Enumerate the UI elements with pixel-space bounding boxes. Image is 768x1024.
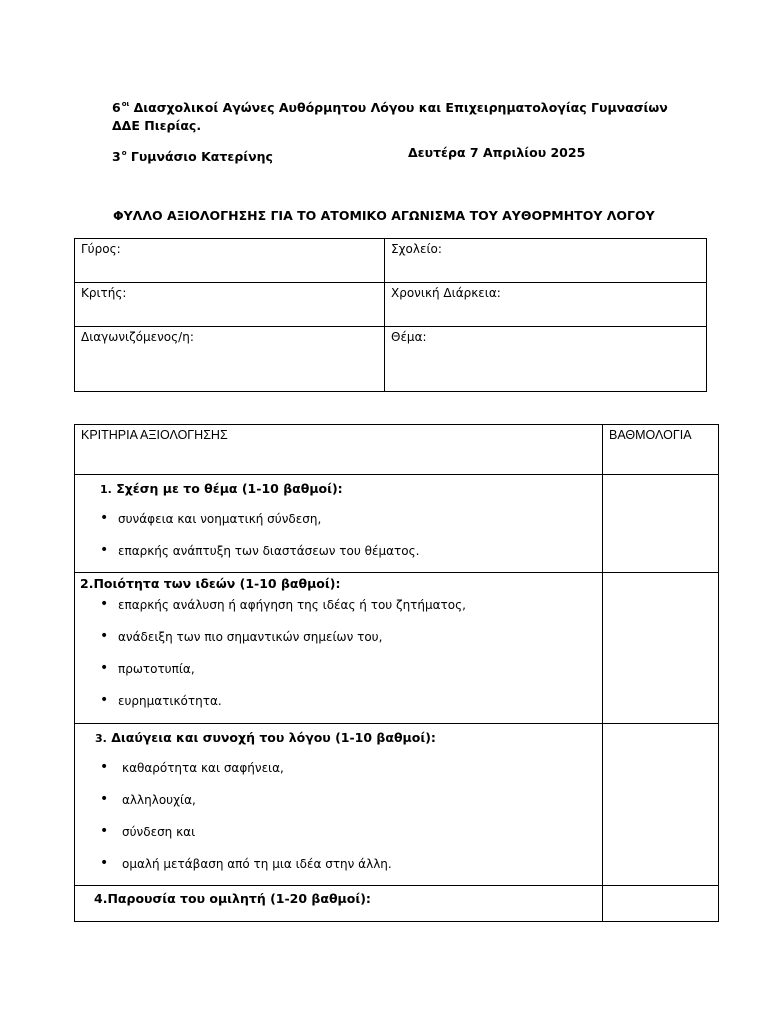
criterion-number: 4. bbox=[94, 891, 108, 906]
list-item bbox=[75, 658, 602, 690]
criterion-number: 3. bbox=[95, 732, 107, 745]
list-item bbox=[75, 690, 602, 722]
bullet-icon: • bbox=[100, 759, 109, 775]
bullet-icon: • bbox=[100, 510, 109, 526]
criterion-title-text: Διαύγεια και συνοχή του λόγου (1-10 βαθμοί): bbox=[106, 730, 436, 745]
info-table bbox=[74, 238, 707, 392]
criterion-number: 2. bbox=[80, 576, 94, 591]
school-ordinal: 3 bbox=[112, 149, 121, 164]
event-title bbox=[112, 95, 672, 135]
criterion-point: επαρκής ανάλυση ή αφήγηση της ιδέας ή του ζητήματος, bbox=[118, 598, 466, 612]
criteria-table bbox=[74, 424, 719, 922]
judge-label: Κριτής: bbox=[81, 286, 127, 300]
criterion-title-text: Ποιότητα των ιδεών (1-10 βαθμοί): bbox=[93, 576, 341, 591]
list-item bbox=[75, 757, 602, 789]
topic-label: Θέμα: bbox=[391, 330, 427, 344]
duration-field[interactable] bbox=[385, 283, 707, 327]
judge-field[interactable] bbox=[75, 283, 385, 327]
event-ordinal: 6 bbox=[112, 100, 121, 115]
round-field[interactable] bbox=[75, 239, 385, 283]
criterion-point: αλληλουχία, bbox=[122, 793, 196, 807]
list-item bbox=[75, 626, 602, 658]
criterion-point: επαρκής ανάπτυξη των διαστάσεων του θέματος. bbox=[118, 544, 420, 558]
criterion-1 bbox=[75, 475, 603, 573]
criteria-header: ΚΡΙΤΗΡΙΑ ΑΞΙΟΛΟΓΗΣΗΣ bbox=[75, 425, 603, 475]
score-header: ΒΑΘΜΟΛΟΓΙΑ bbox=[603, 425, 719, 475]
bullet-icon: • bbox=[100, 823, 109, 839]
round-label: Γύρος: bbox=[81, 242, 121, 256]
score-cell-2[interactable] bbox=[603, 573, 719, 724]
list-item bbox=[75, 821, 602, 853]
contestant-label: Διαγωνιζόμενος/η: bbox=[81, 330, 194, 344]
criterion-point: καθαρότητα και σαφήνεια, bbox=[122, 761, 284, 775]
bullet-icon: • bbox=[100, 542, 109, 558]
topic-field[interactable] bbox=[385, 327, 707, 392]
criterion-title bbox=[75, 724, 602, 749]
bullet-icon: • bbox=[100, 596, 109, 612]
bullet-icon: • bbox=[100, 628, 109, 644]
criterion-3 bbox=[75, 724, 603, 886]
duration-label: Χρονική Διάρκεια: bbox=[391, 286, 501, 300]
score-cell-4[interactable] bbox=[603, 886, 719, 922]
criterion-title-text: Σχέση με το θέμα (1-10 βαθμοί): bbox=[111, 481, 343, 496]
score-cell-3[interactable] bbox=[603, 724, 719, 886]
criterion-title-text: Παρουσία του ομιλητή (1-20 βαθμοί): bbox=[107, 891, 371, 906]
bullet-icon: • bbox=[100, 791, 109, 807]
criterion-point: ανάδειξη των πιο σημαντικών σημείων του, bbox=[118, 630, 383, 644]
sheet-title bbox=[113, 207, 655, 225]
criterion-point: συνάφεια και νοηματική σύνδεση, bbox=[118, 512, 322, 526]
list-item bbox=[75, 853, 602, 885]
score-cell-1[interactable] bbox=[603, 475, 719, 573]
event-ordinal-suffix: οι bbox=[121, 100, 130, 108]
bullet-icon: • bbox=[100, 692, 109, 708]
list-item bbox=[75, 594, 602, 626]
list-item bbox=[75, 508, 602, 540]
list-item bbox=[75, 540, 602, 572]
list-item bbox=[75, 789, 602, 821]
school-ordinal-suffix: ο bbox=[121, 149, 127, 157]
event-title-text: Διασχολικοί Αγώνες Αυθόρμητου Λόγου και Επιχειρηματολογίας Γυμνασίων ΔΔΕ Πιερίας. bbox=[112, 100, 668, 133]
contestant-field[interactable] bbox=[75, 327, 385, 392]
bullet-icon: • bbox=[100, 855, 109, 871]
criterion-point: ομαλή μετάβαση από τη μια ιδέα στην άλλη. bbox=[122, 857, 392, 871]
school-label: Σχολείο: bbox=[391, 242, 442, 256]
criterion-2 bbox=[75, 573, 603, 724]
criterion-number: 1. bbox=[100, 483, 112, 496]
criterion-title bbox=[75, 573, 602, 594]
host-school bbox=[112, 144, 273, 166]
criterion-point: πρωτοτυπία, bbox=[118, 662, 195, 676]
criterion-point: ευρηματικότητα. bbox=[118, 694, 222, 708]
criterion-title bbox=[75, 475, 602, 500]
criterion-point: σύνδεση και bbox=[122, 825, 196, 839]
school-name: Γυμνάσιο Κατερίνης bbox=[126, 149, 273, 164]
sheet-title-text: ΦΥΛΛΟ ΑΞΙΟΛΟΓΗΣΗΣ ΓΙΑ ΤΟ ΑΤΟΜΙΚΟ ΑΓΩΝΙΣΜΑ ΤΟΥ ΑΥΘΟΡΜΗΤΟΥ ΛΟΓΟΥ bbox=[113, 208, 655, 223]
criterion-4 bbox=[75, 886, 603, 922]
school-field[interactable] bbox=[385, 239, 707, 283]
criterion-title bbox=[75, 886, 602, 909]
bullet-icon: • bbox=[100, 660, 109, 676]
event-date: Δευτέρα 7 Απριλίου 2025 bbox=[408, 145, 586, 160]
